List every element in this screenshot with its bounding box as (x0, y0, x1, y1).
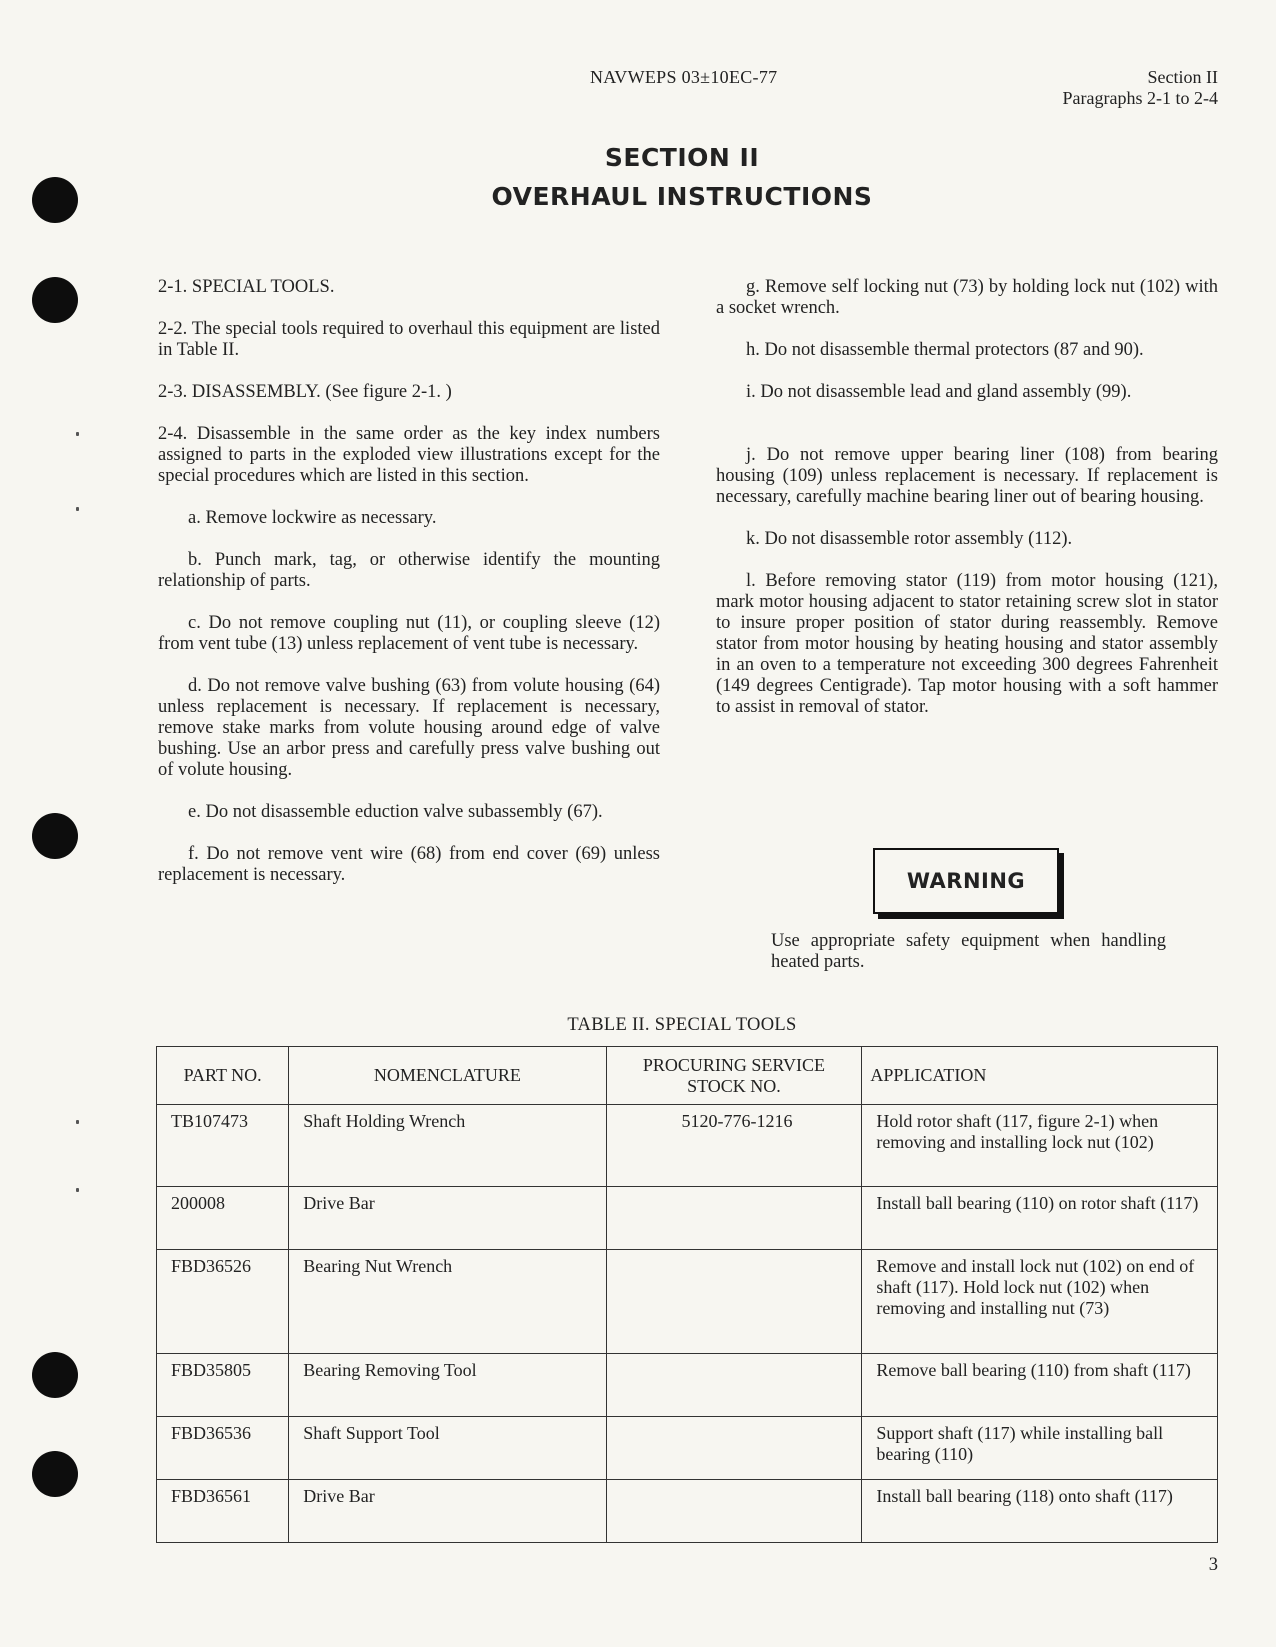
column-header: PROCURING SERVICE STOCK NO. (606, 1047, 862, 1105)
warning-text: Use appropriate safety equipment when handling heated parts. (771, 931, 1166, 972)
table-row (157, 1105, 1218, 1187)
table-row (157, 1250, 1218, 1354)
paragraph: g. Remove self locking nut (73) by holding lock nut (102) with a socket wrench. (716, 277, 1218, 318)
paragraph: a. Remove lockwire as necessary. (188, 508, 437, 528)
column-header: PART NO. (157, 1047, 289, 1105)
scan-speck (76, 1188, 79, 1192)
section-title: SECTION II (604, 143, 760, 172)
section-label: Section II (1147, 67, 1218, 87)
table-cell: TB107473 (157, 1105, 289, 1187)
paragraph: f. Do not remove vent wire (68) from end cover (69) unless replacement is necessary. (158, 844, 660, 885)
paragraph: i. Do not disassemble lead and gland assembly (99). (746, 382, 1132, 402)
paragraph: h. Do not disassemble thermal protectors (87 and 90). (746, 340, 1144, 360)
left-column (158, 277, 660, 907)
paragraph: 2-2. The special tools required to overhaul this equipment are listed in Table II. (158, 319, 660, 360)
table-cell (606, 1480, 862, 1543)
column-header: APPLICATION (862, 1047, 1218, 1105)
table-cell: Shaft Support Tool (289, 1417, 606, 1480)
table-cell: FBD36526 (157, 1250, 289, 1354)
scan-speck (76, 432, 79, 436)
scan-speck (76, 507, 79, 511)
table-cell (606, 1354, 862, 1417)
section-reference (1063, 67, 1218, 109)
section-subtitle: OVERHAUL INSTRUCTIONS (491, 182, 873, 211)
paragraph: l. Before removing stator (119) from motor housing (121), mark motor housing adjacent to stator retaining screw slot in stator to insure proper position of stator during reassembly. Remove stator from motor housing by heating housing and stator assembly in an oven to a temperature not exceeding 300 degrees Fahrenheit (149 degrees Centigrade). Tap motor housing with a soft hammer to assist in removal of stator. (716, 571, 1218, 717)
table-cell (606, 1417, 862, 1480)
column-header: NOMENCLATURE (289, 1047, 606, 1105)
table-cell (606, 1187, 862, 1250)
binder-hole (32, 277, 78, 323)
page-number: 3 (1208, 1555, 1218, 1575)
table-cell: Drive Bar (289, 1187, 606, 1250)
table-cell: Install ball bearing (110) on rotor shaft (117) (862, 1187, 1218, 1250)
table-row (157, 1417, 1218, 1480)
table-cell: Remove and install lock nut (102) on end of shaft (117). Hold lock nut (102) when removing and installing nut (73) (862, 1250, 1218, 1354)
table-cell (606, 1250, 862, 1354)
table-cell: Hold rotor shaft (117, figure 2-1) when removing and installing lock nut (102) (862, 1105, 1218, 1187)
table-cell: Support shaft (117) while installing ball bearing (110) (862, 1417, 1218, 1480)
warning-label: WARNING (873, 848, 1059, 914)
scan-speck (76, 1120, 79, 1124)
binder-hole (32, 813, 78, 859)
paragraph: c. Do not remove coupling nut (11), or coupling sleeve (12) from vent tube (13) unless replacement of vent tube is necessary. (158, 613, 660, 654)
table-header-row (157, 1047, 1218, 1105)
paragraph: j. Do not remove upper bearing liner (108) from bearing housing (109) unless replacement is necessary. If replacement is necessary, carefully machine bearing liner out of bearing housing. (716, 445, 1218, 507)
table-row (157, 1480, 1218, 1543)
binder-hole (32, 1352, 78, 1398)
paragraph: k. Do not disassemble rotor assembly (112). (746, 529, 1073, 549)
paragraph: b. Punch mark, tag, or otherwise identify the mounting relationship of parts. (158, 550, 660, 591)
paragraph-range: Paragraphs 2-1 to 2-4 (1062, 88, 1218, 108)
binder-hole (32, 1451, 78, 1497)
table-row (157, 1187, 1218, 1250)
right-column (716, 277, 1218, 739)
doc-number: NAVWEPS 03±10EC-77 (590, 67, 778, 87)
table-cell: Install ball bearing (118) onto shaft (117) (862, 1480, 1218, 1543)
paragraph: 2-1. SPECIAL TOOLS. (158, 277, 335, 297)
table-cell: FBD35805 (157, 1354, 289, 1417)
special-tools-table (156, 1046, 1218, 1543)
table-cell: 5120-776-1216 (606, 1105, 862, 1187)
paragraph: 2-3. DISASSEMBLY. (See figure 2-1. ) (158, 382, 452, 402)
table-cell: FBD36536 (157, 1417, 289, 1480)
table-cell: Drive Bar (289, 1480, 606, 1543)
table-cell: Remove ball bearing (110) from shaft (117) (862, 1354, 1218, 1417)
table-row (157, 1354, 1218, 1417)
table-title: TABLE II. SPECIAL TOOLS (567, 1015, 797, 1035)
paragraph: d. Do not remove valve bushing (63) from volute housing (64) unless replacement is necessary. If replacement is necessary, remove stake marks from volute housing around edge of valve bushing. Use an arbor press and carefully press valve bushing out of volute housing. (158, 676, 660, 780)
table-cell: Bearing Nut Wrench (289, 1250, 606, 1354)
paragraph: e. Do not disassemble eduction valve subassembly (67). (188, 802, 603, 822)
table-cell: 200008 (157, 1187, 289, 1250)
table-cell: Bearing Removing Tool (289, 1354, 606, 1417)
table-cell: FBD36561 (157, 1480, 289, 1543)
table-cell: Shaft Holding Wrench (289, 1105, 606, 1187)
paragraph: 2-4. Disassemble in the same order as the key index numbers assigned to parts in the exploded view illustrations except for the special procedures which are listed in this section. (158, 424, 660, 486)
